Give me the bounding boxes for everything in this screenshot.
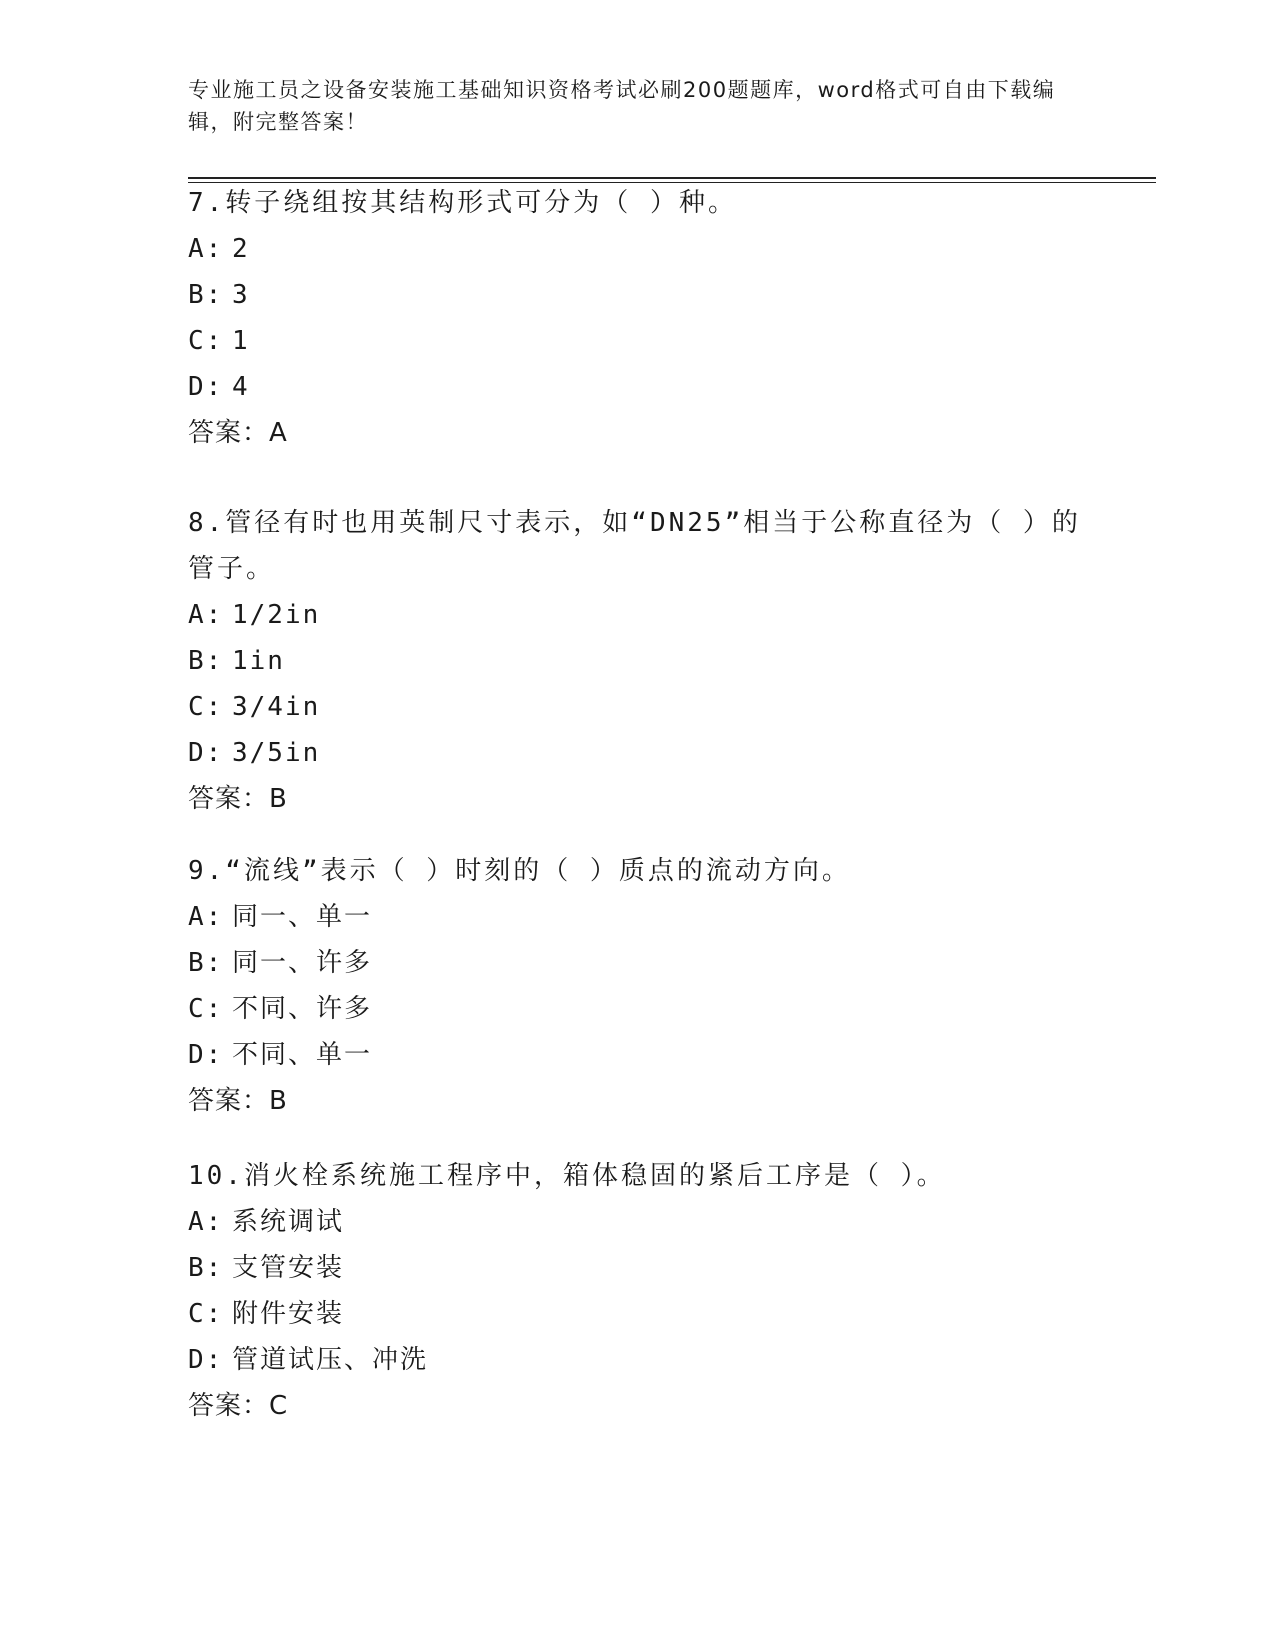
option-text: 2: [232, 234, 250, 264]
option-text: 1in: [232, 646, 285, 676]
option-letter: B:: [188, 948, 224, 978]
option-d: [188, 1337, 1088, 1383]
option-text: 系统调试: [232, 1207, 345, 1237]
option-a: [188, 1199, 1088, 1245]
option-letter: C:: [188, 326, 224, 356]
question-stem: 9.“流线”表示（ ）时刻的（ ）质点的流动方向。: [188, 856, 851, 886]
option-b: [188, 638, 1088, 684]
option-letter: D:: [188, 1345, 224, 1375]
option-letter: B:: [188, 280, 224, 310]
option-d: [188, 730, 1088, 776]
option-text: 1/2in: [232, 600, 321, 630]
option-text: 同一、单一: [232, 902, 373, 932]
question-block-7: [188, 180, 1088, 456]
question-block-9: [188, 848, 1088, 1124]
option-letter: B:: [188, 1253, 224, 1283]
option-text: 3/5in: [232, 738, 321, 768]
question-block-10: [188, 1153, 1088, 1429]
option-text: 3/4in: [232, 692, 321, 722]
option-text: 1: [232, 326, 250, 356]
option-d: [188, 1032, 1088, 1078]
option-text: 管道试压、冲洗: [232, 1345, 429, 1375]
option-text: 不同、许多: [232, 994, 373, 1024]
option-letter: C:: [188, 994, 224, 1024]
option-letter: D:: [188, 1040, 224, 1070]
answer-line: 答案：B: [188, 1086, 288, 1116]
question-block-8: [188, 500, 1088, 822]
option-b: [188, 940, 1088, 986]
header-divider-thick: [188, 177, 1156, 179]
option-b: [188, 272, 1088, 318]
question-stem: 7.转子绕组按其结构形式可分为（ ）种。: [188, 188, 737, 218]
option-letter: A:: [188, 600, 224, 630]
option-letter: C:: [188, 692, 224, 722]
option-text: 同一、许多: [232, 948, 373, 978]
option-text: 不同、单一: [232, 1040, 373, 1070]
answer-line: 答案：B: [188, 784, 288, 814]
answer-line: 答案：A: [188, 418, 288, 448]
option-c: [188, 318, 1088, 364]
option-letter: C:: [188, 1299, 224, 1329]
option-a: [188, 226, 1088, 272]
option-letter: D:: [188, 372, 224, 402]
option-text: 4: [232, 372, 250, 402]
option-c: [188, 684, 1088, 730]
option-letter: A:: [188, 1207, 224, 1237]
option-c: [188, 986, 1088, 1032]
option-b: [188, 1245, 1088, 1291]
option-letter: A:: [188, 234, 224, 264]
answer-line: 答案：C: [188, 1391, 289, 1421]
option-c: [188, 1291, 1088, 1337]
option-a: [188, 894, 1088, 940]
document-header: 专业施工员之设备安装施工基础知识资格考试必刷200题题库，word格式可自由下载编辑，附完整答案！: [188, 78, 1056, 134]
option-a: [188, 592, 1088, 638]
option-text: 附件安装: [232, 1299, 345, 1329]
option-text: 支管安装: [232, 1253, 345, 1283]
option-text: 3: [232, 280, 250, 310]
option-letter: B:: [188, 646, 224, 676]
question-stem: 8.管径有时也用英制尺寸表示，如“DN25”相当于公称直径为（ ）的管子。: [188, 508, 1081, 584]
option-d: [188, 364, 1088, 410]
question-stem: 10.消火栓系统施工程序中，箱体稳固的紧后工序是（ ）。: [188, 1161, 946, 1191]
option-letter: A:: [188, 902, 224, 932]
option-letter: D:: [188, 738, 224, 768]
